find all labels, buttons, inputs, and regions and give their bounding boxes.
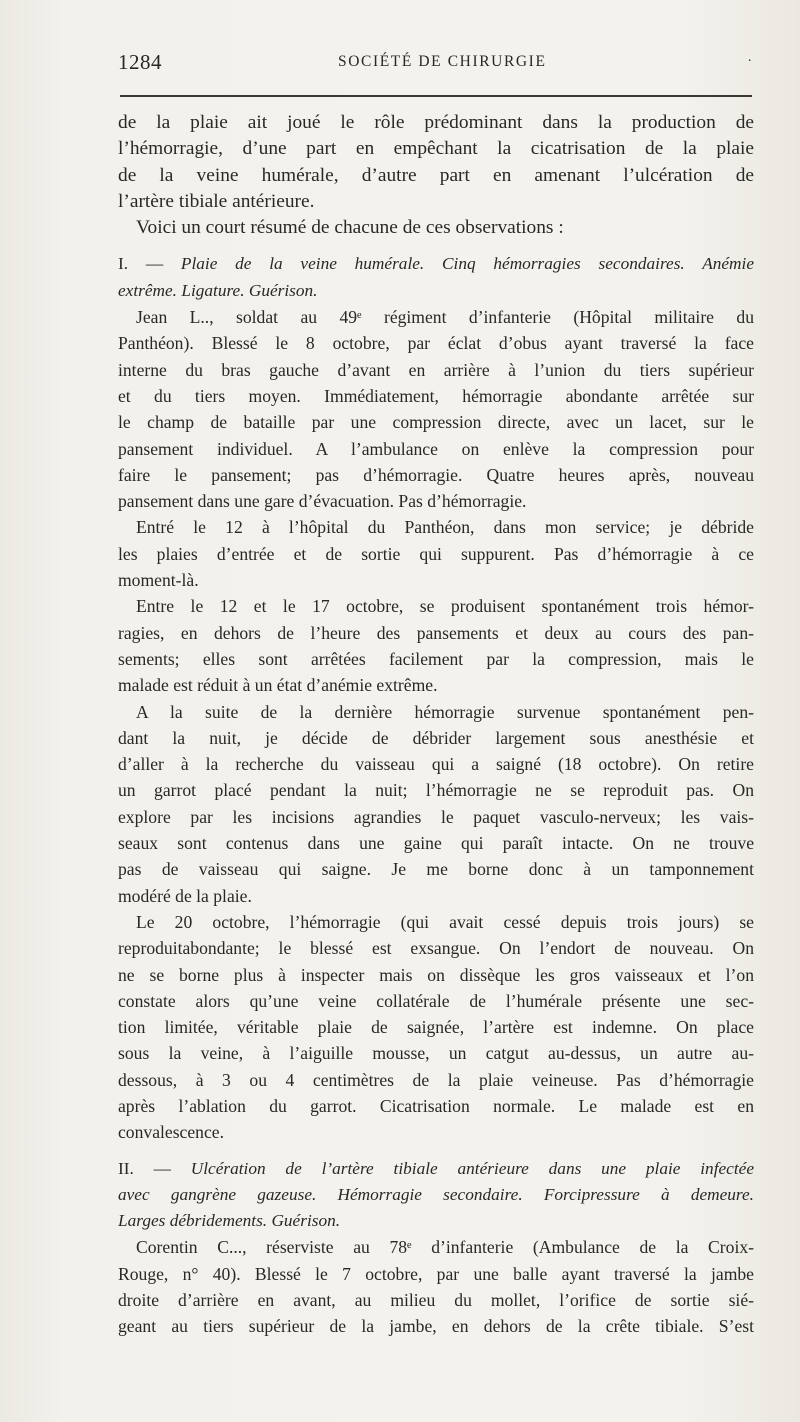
text-line: un garrot placé pendant la nuit; l’hémorragie ne se reproduit pas. On	[118, 780, 754, 801]
text-line: l’artère tibiale antérieure.	[118, 190, 315, 212]
header-mark: ·	[747, 54, 752, 69]
text-line: Panthéon). Blessé le 8 octobre, par éclat d’obus ayant traversé la face	[118, 333, 754, 354]
text-line: pansement individuel. A l’ambulance on enlève la compression pour	[118, 438, 754, 459]
text-line: A la suite de la dernière hémorragie survenue spontanément pen-	[136, 701, 754, 722]
header-rule	[120, 95, 752, 97]
text-line: sements; elles sont arrêtées facilement par la compression, mais le	[118, 648, 754, 669]
text-line: Entre le 12 et le 17 octobre, se produisent spontanément trois hémor-	[136, 596, 754, 617]
text-line: Rouge, n° 40). Blessé le 7 octobre, par une balle ayant traversé la jambe	[118, 1263, 754, 1284]
text-line: dessous, à 3 ou 4 centimètres de la plaie veineuse. Pas d’hémorragie	[118, 1069, 754, 1090]
text-line: malade est réduit à un état d’anémie extrême.	[118, 675, 438, 696]
text-line: ne se borne plus à inspecter mais on dissèque les gros vaisseaux et l’on	[118, 964, 754, 985]
section-gap	[118, 1146, 754, 1156]
text-line: l’hémorragie, d’une part en empêchant la cicatrisation de la plaie	[118, 138, 754, 160]
observation-2-heading-cont	[118, 1182, 754, 1208]
observation-2-title-cont: avec gangrène gazeuse. Hémorragie secondaire. Forcipressure à demeure.	[118, 1184, 754, 1204]
text-line: droite d’arrière en avant, au milieu du mollet, l’orifice de sortie sié-	[118, 1290, 754, 1311]
text-line: dant la nuit, je décide de débrider largement sous anesthésie et	[118, 727, 754, 748]
text-line: de la veine humérale, d’autre part en amenant l’ulcération de	[118, 164, 754, 186]
text-line: d’aller à la recherche du vaisseau qui a saigné (18 octobre). On retire	[118, 754, 754, 775]
observation-1-title-cont: extrême. Ligature. Guérison.	[118, 280, 318, 300]
text-line: modéré de la plaie.	[118, 885, 252, 906]
text-line: constate alors qu’une veine collatérale de l’humérale présente une sec-	[118, 990, 754, 1011]
observation-1-heading-cont	[118, 278, 754, 304]
body-text	[118, 110, 754, 1340]
text-line: faire le pansement; pas d’hémorragie. Quatre heures après, nouveau	[118, 464, 754, 485]
observation-2-heading	[118, 1156, 754, 1182]
text-line: les plaies d’entrée et de sortie qui suppurent. Pas d’hémorragie à ce	[118, 543, 754, 564]
text-line: sous la veine, à l’aiguille mousse, un catgut au-dessus, un autre au-	[118, 1043, 754, 1064]
page-number: 1284	[118, 50, 162, 74]
text-line: reproduitabondante; le blessé est exsangue. On l’endort de nouveau. On	[118, 938, 754, 959]
text-line: seaux sont contenus dans une gaine qui paraît intacte. On ne trouve	[118, 833, 754, 854]
summary-line: Voici un court résumé de chacune de ces observations :	[136, 217, 564, 239]
text-line: pas de vaisseau qui saigne. Je me borne donc à un tamponnement	[118, 859, 754, 880]
observation-1-heading	[118, 251, 754, 277]
text-line: et du tiers moyen. Immédiatement, hémorragie abondante arrêtée sur	[118, 385, 754, 406]
observation-2-numeral: II. —	[118, 1158, 191, 1178]
text-line: geant au tiers supérieur de la jambe, en dehors de la crête tibiale. S’est	[118, 1316, 754, 1337]
text-line: interne du bras gauche d’avant en arrière à l’union du tiers supérieur	[118, 359, 754, 380]
text-line: Jean L.., soldat au 49ᵉ régiment d’infanterie (Hôpital militaire du	[136, 307, 754, 328]
text-line: ragies, en dehors de l’heure des pansements et deux au cours des pan-	[118, 622, 754, 643]
text-line: Entré le 12 à l’hôpital du Panthéon, dans mon service; je débride	[136, 517, 754, 538]
text-line: le champ de bataille par une compression directe, avec un lacet, sur le	[118, 412, 754, 433]
text-line: moment-là.	[118, 570, 199, 591]
text-line: explore par les incisions agrandies le paquet vasculo-nerveux; les vais-	[118, 806, 754, 827]
text-line: pansement dans une gare d’évacuation. Pas d’hémorragie.	[118, 491, 527, 512]
observation-2-heading-cont	[118, 1208, 754, 1234]
text-line: après l’ablation du garrot. Cicatrisation normale. Le malade est en	[118, 1095, 754, 1116]
observation-1-title: Plaie de la veine humérale. Cinq hémorragies secondaires. Anémie	[180, 254, 754, 274]
observation-2-title: Ulcération de l’artère tibiale antérieure dans une plaie infectée	[190, 1158, 754, 1178]
text-line: Corentin C..., réserviste au 78ᵉ d’infanterie (Ambulance de la Croix-	[136, 1237, 754, 1258]
section-gap	[118, 241, 754, 251]
running-head: SOCIÉTÉ DE CHIRURGIE	[338, 53, 547, 70]
text-line: tion limitée, véritable plaie de saignée, l’artère est indemne. On place	[118, 1017, 754, 1038]
observation-1-numeral: I. —	[118, 254, 181, 274]
text-line: Le 20 octobre, l’hémorragie (qui avait cessé depuis trois jours) se	[136, 911, 754, 932]
observation-2-title-cont: Larges débridements. Guérison.	[118, 1211, 341, 1231]
page-header	[118, 50, 752, 78]
text-line: de la plaie ait joué le rôle prédominant dans la production de	[118, 112, 754, 133]
text-line: convalescence.	[118, 1122, 224, 1143]
